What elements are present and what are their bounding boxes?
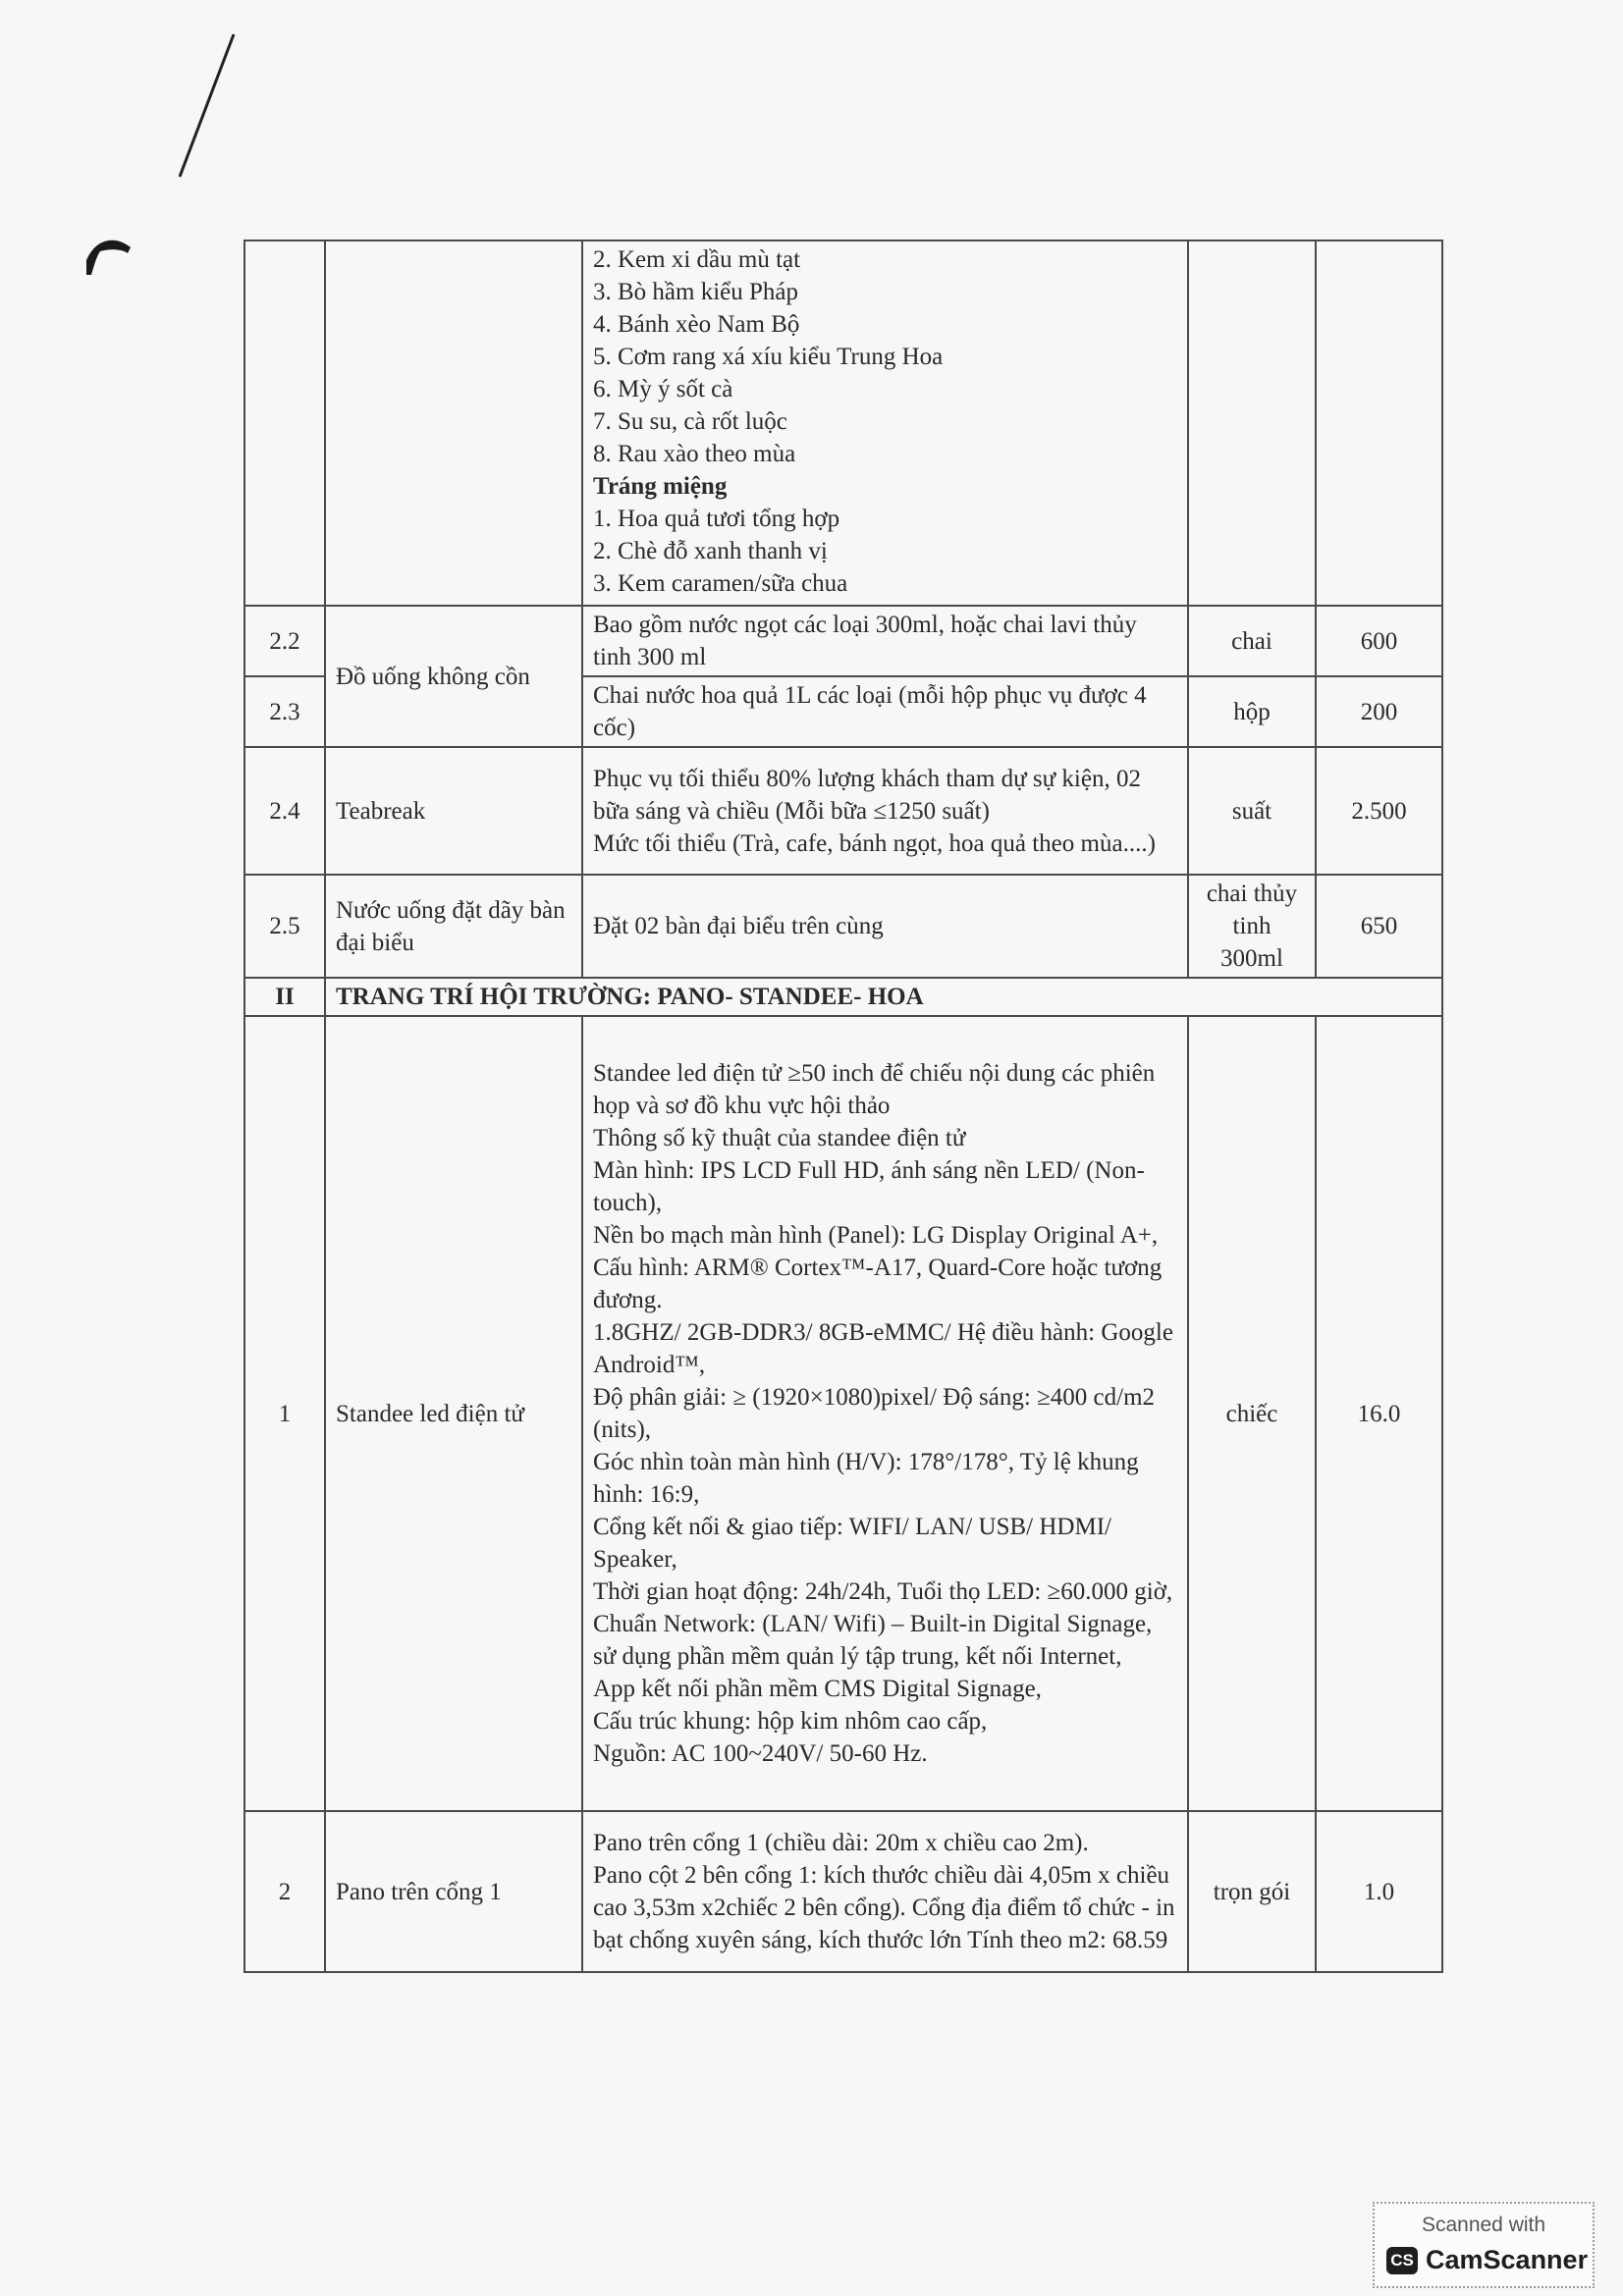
spec-line: Cấu hình: ARM® Cortex™-A17, Quard-Core hoặc tương đương. (593, 1255, 1163, 1313)
table-row-2-4 (244, 747, 1442, 875)
cell-qty: 1.0 (1316, 1811, 1442, 1972)
section-header-II (244, 978, 1442, 1016)
camscanner-logo-icon: CS (1386, 2247, 1418, 2274)
cell-unit: suất (1188, 747, 1316, 875)
dessert-line: 3. Kem caramen/sữa chua (593, 570, 848, 597)
cell-desc (582, 1016, 1188, 1811)
cell-unit: trọn gói (1188, 1811, 1316, 1972)
spec-line: Thời gian hoạt động: 24h/24h, Tuổi thọ LED: ≥60.000 giờ, (593, 1578, 1173, 1605)
table-row-2-2 (244, 606, 1442, 676)
cell-name (325, 240, 582, 606)
spec-line: Độ phân giải: ≥ (1920×1080)pixel/ Độ sáng: ≥400 cd/m2 (nits), (593, 1384, 1156, 1443)
cell-desc (582, 747, 1188, 875)
cell-name: Pano trên cổng 1 (325, 1811, 582, 1972)
spec-line: Chuẩn Network: (LAN/ Wifi) – Built-in Digital Signage, sử dụng phần mềm quản lý tập trung, kết nối Internet, (593, 1611, 1153, 1670)
cell-qty: 600 (1316, 606, 1442, 676)
cell-unit (1188, 240, 1316, 606)
cell-name: Standee led điện tử (325, 1016, 582, 1811)
cell-name: Teabreak (325, 747, 582, 875)
menu-line: 4. Bánh xèo Nam Bộ (593, 311, 800, 338)
spec-line: Màn hình: IPS LCD Full HD, ánh sáng nền LED/ (Non-touch), (593, 1157, 1145, 1216)
spec-line: Nền bo mạch màn hình (Panel): LG Display Original A+, (593, 1222, 1159, 1249)
spec-line: 1.8GHZ/ 2GB-DDR3/ 8GB-eMMC/ Hệ điều hành: Google Android™, (593, 1319, 1173, 1378)
section-number: II (244, 978, 325, 1016)
desc-line: Pano cột 2 bên cổng 1: kích thước chiều dài 4,05m x chiều cao 3,53m x2chiếc 2 bên cổng). Cổng địa điểm tổ chức - in bạt chống xuyên sáng, kích thước lớn Tính theo m2: 68.59 (593, 1862, 1175, 1953)
cell-stt: 2.2 (244, 606, 325, 676)
desc-line: Pano trên cổng 1 (chiều dài: 20m x chiều cao 2m). (593, 1830, 1089, 1856)
cell-name: Nước uống đặt dãy bàn đại biểu (325, 875, 582, 978)
cell-stt: 2.3 (244, 676, 325, 747)
menu-line: 8. Rau xào theo mùa (593, 441, 796, 467)
badge-caption: Scanned with (1421, 2214, 1546, 2236)
menu-line: 7. Su su, cà rốt luộc (593, 408, 787, 435)
table-row-1 (244, 1016, 1442, 1811)
cell-qty: 650 (1316, 875, 1442, 978)
cell-qty: 16.0 (1316, 1016, 1442, 1811)
cell-stt: 1 (244, 1016, 325, 1811)
cell-stt: 2.4 (244, 747, 325, 875)
cell-qty: 200 (1316, 676, 1442, 747)
requirements-table (243, 240, 1443, 1973)
menu-line: 5. Cơm rang xá xíu kiểu Trung Hoa (593, 344, 944, 370)
badge-app-name: CamScanner (1426, 2245, 1589, 2274)
table-row-2 (244, 1811, 1442, 1972)
cell-unit: chiếc (1188, 1016, 1316, 1811)
spec-line: App kết nối phần mềm CMS Digital Signage, (593, 1676, 1042, 1702)
table-row-menu-continuation (244, 240, 1442, 606)
dessert-line: 1. Hoa quả tươi tổng hợp (593, 506, 840, 532)
table-row-2-5 (244, 875, 1442, 978)
cell-stt: 2 (244, 1811, 325, 1972)
cell-desc (582, 240, 1188, 606)
camscanner-badge (1373, 2202, 1595, 2288)
section-title: TRANG TRÍ HỘI TRƯỜNG: PANO- STANDEE- HOA (325, 978, 1442, 1016)
cell-unit: hộp (1188, 676, 1316, 747)
cell-unit: chai (1188, 606, 1316, 676)
spec-line: Thông số kỹ thuật của standee điện tử (593, 1125, 966, 1151)
cell-unit: chai thủy tinh 300ml (1188, 875, 1316, 978)
cell-desc: Chai nước hoa quả 1L các loại (mỗi hộp phục vụ được 4 cốc) (582, 676, 1188, 747)
cell-stt: 2.5 (244, 875, 325, 978)
cell-desc: Đặt 02 bàn đại biểu trên cùng (582, 875, 1188, 978)
dessert-heading: Tráng miệng (593, 473, 728, 500)
cell-qty: 2.500 (1316, 747, 1442, 875)
menu-line: 2. Kem xi dầu mù tạt (593, 246, 801, 273)
cell-stt (244, 240, 325, 606)
spec-line: Nguồn: AC 100~240V/ 50-60 Hz. (593, 1740, 928, 1767)
cell-name: Đồ uống không cồn (325, 606, 582, 747)
spec-line: Cấu trúc khung: hộp kim nhôm cao cấp, (593, 1708, 988, 1735)
menu-line: 3. Bò hầm kiểu Pháp (593, 279, 799, 305)
dessert-line: 2. Chè đỗ xanh thanh vị (593, 538, 828, 564)
cell-qty (1316, 240, 1442, 606)
spec-line: Standee led điện tử ≥50 inch để chiếu nội dung các phiên họp và sơ đồ khu vực hội thảo (593, 1060, 1156, 1119)
desc-line: Phục vụ tối thiểu 80% lượng khách tham dự sự kiện, 02 bữa sáng và chiều (Mỗi bữa ≤1250 suất) (593, 765, 1141, 825)
desc-line: Mức tối thiểu (Trà, cafe, bánh ngọt, hoa quả theo mùa....) (593, 829, 1156, 857)
spec-line: Góc nhìn toàn màn hình (H/V): 178°/178°, Tỷ lệ khung hình: 16:9, (593, 1449, 1139, 1508)
scan-edge-mark (86, 29, 253, 275)
cell-desc: Bao gồm nước ngọt các loại 300ml, hoặc chai lavi thủy tinh 300 ml (582, 606, 1188, 676)
spec-line: Cổng kết nối & giao tiếp: WIFI/ LAN/ USB/ HDMI/ Speaker, (593, 1514, 1111, 1573)
menu-line: 6. Mỳ ý sốt cà (593, 376, 733, 402)
cell-desc (582, 1811, 1188, 1972)
